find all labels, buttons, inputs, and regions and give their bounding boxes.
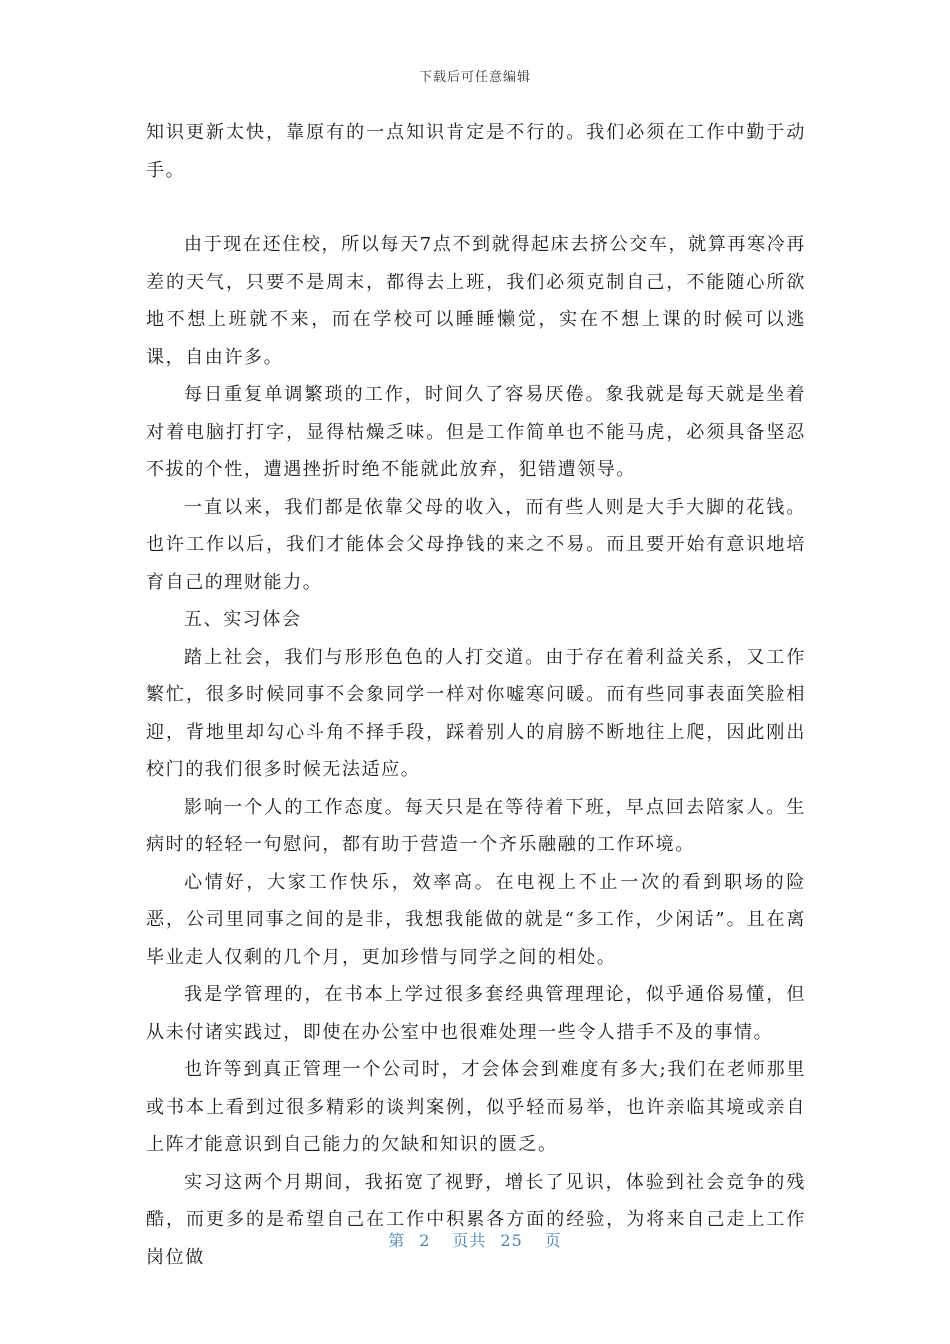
paragraph-2: 由于现在还住校，所以每天7点不到就得起床去挤公交车，就算再寒冷再差的天气，只要不是周末，都得去上班，我们必须克制自己，不能随心所欲地不想上班就不来，而在学校可以睡睡懒觉，实在不想上课的时候可以逃课，自由许多。 bbox=[146, 234, 806, 368]
page-footer bbox=[0, 1228, 950, 1251]
paragraph-4: 一直以来，我们都是依靠父母的收入，而有些人则是大手大脚的花钱。也许工作以后，我们才能体会父母挣钱的来之不易。而且要开始有意识地培育自己的理财能力。 bbox=[146, 496, 806, 593]
section-heading: 五、实习体会 bbox=[184, 609, 302, 630]
paragraph-8: 我是学管理的，在书本上学过很多套经典管理理论，似乎通俗易懂，但从未付诸实践过，即使在办公室中也很难处理一些令人措手不及的事情。 bbox=[146, 984, 806, 1043]
footer-middle: 页共 bbox=[452, 1231, 487, 1250]
footer-prefix: 第 bbox=[388, 1231, 406, 1250]
page-header: 下载后可任意编辑 bbox=[418, 70, 531, 85]
paragraph-10: 实习这两个月期间，我拓宽了视野，增长了见识，体验到社会竞争的残酷，而更多的是希望自己在工作中积累各方面的经验，为将来自己走上工作岗位做 bbox=[146, 1171, 806, 1268]
footer-page-number: 2 bbox=[419, 1231, 431, 1250]
paragraph-3: 每日重复单调繁琐的工作，时间久了容易厌倦。象我就是每天就是坐着对着电脑打打字，显得枯燥乏味。但是工作简单也不能马虎，必须具备坚忍不拔的个性，遭遇挫折时绝不能就此放弃，犯错遭领导。 bbox=[146, 384, 806, 480]
document-body bbox=[146, 114, 806, 1276]
paragraph-9: 也许等到真正管理一个公司时，才会体会到难度有多大;我们在老师那里或书本上看到过很多精彩的谈判案例，似乎轻而易举，也许亲临其境或亲自上阵才能意识到自己能力的欠缺和知识的匮乏。 bbox=[146, 1059, 806, 1155]
footer-suffix: 页 bbox=[544, 1231, 562, 1250]
footer-total-pages: 25 bbox=[500, 1231, 523, 1250]
paragraph-7: 心情好，大家工作快乐，效率高。在电视上不止一次的看到职场的险恶，公司里同事之间的是非，我想我能做的就是“多工作，少闲话”。且在离毕业走人仅剩的几个月，更加珍惜与同学之间的相处。 bbox=[146, 871, 806, 968]
paragraph-5: 踏上社会，我们与形形色色的人打交道。由于存在着利益关系，又工作繁忙，很多时候同事不会象同学一样对你嘘寒问暖。而有些同事表面笑脸相迎，背地里却勾心斗角不择手段，踩着别人的肩膀不断地往上爬，因此刚出校门的我们很多时候无法适应。 bbox=[146, 646, 806, 780]
paragraph-6: 影响一个人的工作态度。每天只是在等待着下班，早点回去陪家人。生病时的轻轻一句慰问，都有助于营造一个齐乐融融的工作环境。 bbox=[146, 796, 806, 855]
paragraph-1: 知识更新太快，靠原有的一点知识肯定是不行的。我们必须在工作中勤于动手。 bbox=[146, 122, 806, 181]
